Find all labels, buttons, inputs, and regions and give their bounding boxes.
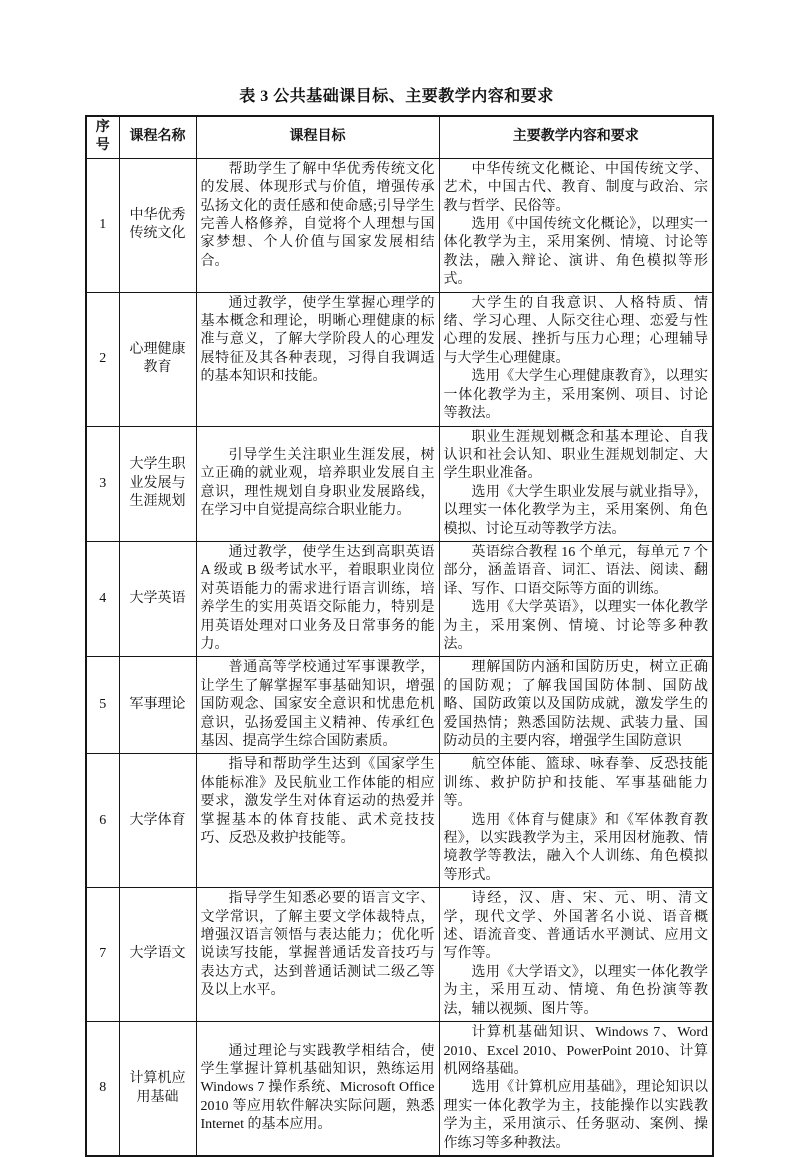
- course-name: 中华优秀传统文化: [119, 158, 196, 292]
- objective-paragraph: 指导学生知悉必要的语言文字、文学常识，了解主要文学体裁特点，增强汉语言领悟与表达能力；优化听说读写技能，掌握普通话发音技巧与表达方式，达到普通话测试二级乙等及以上水平。: [200, 891, 435, 999]
- main-content: [439, 158, 713, 292]
- header-serial-number: 序号: [86, 116, 119, 158]
- content-paragraph: 大学生的自我意识、人格特质、情绪、学习心理、人际交往心理、恋爱与性心理的发展、挫折与压力心理；心理辅导与大学生心理健康。: [443, 295, 708, 366]
- course-objective: [196, 754, 439, 888]
- objective-paragraph: 通过教学，使学生掌握心理学的基本概念和理论，明晰心理健康的标准与意义，了解大学阶段人的心理发展特征及其各种表现，习得自我调适的基本知识和技能。: [200, 295, 435, 385]
- objective-paragraph: 指导和帮助学生达到《国家学生体能标准》及民航业工作体能的相应要求，激发学生对体育运动的热爱并掌握基本的体育技能、武术竞技技巧、反恐及救护技能等。: [200, 757, 435, 847]
- table-row: [86, 888, 713, 1022]
- course-objective: [196, 1022, 439, 1156]
- content-paragraph: 选用《大学语文》，以理实一体化教学为主，采用互动、情境、角色扮演等教法，辅以视频、图片等。: [443, 964, 708, 1017]
- course-name: 心理健康教育: [119, 292, 196, 426]
- course-table: [85, 115, 714, 1157]
- table-title: 表 3 公共基础课目标、主要教学内容和要求: [239, 88, 554, 105]
- main-content: [439, 541, 713, 656]
- table-row: [86, 754, 713, 888]
- content-paragraph: 选用《大学生心理健康教育》，以理实一体化教学为主，采用案例、项目、讨论等教法。: [443, 369, 708, 422]
- serial-number: 1: [86, 158, 119, 292]
- header-course-objective: 课程目标: [196, 116, 439, 158]
- content-paragraph: 理解国防内涵和国防历史，树立正确的国防观；了解我国国防体制、国防战略、国防政策以及国防成就，激发学生的爱国热情；熟悉国防法规、武装力量、国防动员的主要内容，增强学生国防意识: [443, 660, 708, 749]
- serial-number: 5: [86, 657, 119, 754]
- main-content: [439, 426, 713, 541]
- content-paragraph: 计算机基础知识、Windows 7、Word 2010、Excel 2010、PowerPoint 2010、计算机网络基础。: [443, 1025, 708, 1077]
- serial-number: 8: [86, 1022, 119, 1156]
- main-content: [439, 754, 713, 888]
- content-paragraph: 英语综合教程 16 个单元，每单元 7 个部分，涵盖语音、词汇、语法、阅读、翻译、写作、口语交际等方面的训练。: [443, 544, 708, 597]
- content-paragraph: 选用《体育与健康》和《军体教育教程》，以实践教学为主，采用因材施教、情境教学等教法，融入个人训练、角色模拟等形式。: [443, 812, 708, 883]
- course-name: 大学英语: [119, 541, 196, 656]
- content-paragraph: 选用《计算机应用基础》，理论知识以理实一体化教学为主，技能操作以实践教学为主，采用演示、任务驱动、案例、操作练习等多种教法。: [443, 1080, 708, 1151]
- table-row: [86, 541, 713, 656]
- course-objective: [196, 426, 439, 541]
- course-objective: [196, 657, 439, 754]
- course-objective: [196, 888, 439, 1022]
- course-name: 大学语文: [119, 888, 196, 1022]
- objective-paragraph: 通过理论与实践教学相结合，使学生掌握计算机基础知识，熟练运用 Windows 7 操作系统、Microsoft Office 2010 等应用软件解决实际问题，熟悉 Internet 的基本应用。: [200, 1043, 435, 1133]
- course-name: 计算机应用基础: [119, 1022, 196, 1156]
- main-content: [439, 657, 713, 754]
- table-row: [86, 292, 713, 426]
- main-content: [439, 1022, 713, 1156]
- objective-paragraph: 帮助学生了解中华优秀传统文化的发展、体现形式与价值，增强传承弘扬文化的责任感和使命感;引导学生完善人格修养，自觉将个人理想与国家梦想、个人价值与国家发展相结合。: [200, 161, 435, 269]
- content-paragraph: 选用《大学生职业发展与就业指导》，以理实一体化教学为主，采用案例、角色模拟、讨论互动等教学方法。: [443, 484, 708, 537]
- content-paragraph: 诗经，汉、唐、宋、元、明、清文学，现代文学、外国著名小说、语音概述、语流音变、普通话水平测试、应用文写作等。: [443, 891, 708, 962]
- serial-number: 2: [86, 292, 119, 426]
- serial-number: 7: [86, 888, 119, 1022]
- course-objective: [196, 292, 439, 426]
- header-course-name: 课程名称: [119, 116, 196, 158]
- content-paragraph: 中华传统文化概论、中国传统文学、艺术，中国古代、教育、制度与政治、宗教与哲学、民俗等。: [443, 161, 708, 214]
- main-content: [439, 888, 713, 1022]
- content-paragraph: 航空体能、篮球、咏春拳、反恐技能训练、救护防护和技能、军事基础能力等。: [443, 757, 708, 810]
- serial-number: 6: [86, 754, 119, 888]
- table-row: [86, 158, 713, 292]
- header-main-content: 主要教学内容和要求: [439, 116, 713, 158]
- course-name: 军事理论: [119, 657, 196, 754]
- content-paragraph: 选用《中国传统文化概论》，以理实一体化教学为主，采用案例、情境、讨论等教法，融入辩论、演讲、角色模拟等形式。: [443, 217, 708, 288]
- header-row: [86, 116, 713, 158]
- main-content: [439, 292, 713, 426]
- table-row: [86, 657, 713, 754]
- serial-number: 3: [86, 426, 119, 541]
- content-paragraph: 选用《大学英语》，以理实一体化教学为主，采用案例、情境、讨论等多种教法。: [443, 600, 708, 652]
- table-row: [86, 426, 713, 541]
- course-name: 大学生职业发展与生涯规划: [119, 426, 196, 541]
- serial-number: 4: [86, 541, 119, 656]
- course-objective: [196, 541, 439, 656]
- objective-paragraph: 普通高等学校通过军事课教学，让学生了解掌握军事基础知识，增强国防观念、国家安全意识和忧患危机意识，弘扬爱国主义精神、传承红色基因、提高学生综合国防素质。: [200, 660, 435, 749]
- objective-paragraph: 引导学生关注职业生涯发展，树立正确的就业观，培养职业发展自主意识，理性规划自身职业发展路线，在学习中自觉提高综合职业能力。: [200, 447, 435, 519]
- objective-paragraph: 通过教学，使学生达到高职英语 A 级或 B 级考试水平，着眼职业岗位对英语能力的需求进行语言训练，培养学生的实用英语交际能力，特别是用英语处理对口业务及日常事务的能力。: [200, 544, 435, 652]
- course-objective: [196, 158, 439, 292]
- course-name: 大学体育: [119, 754, 196, 888]
- content-paragraph: 职业生涯规划概念和基本理论、自我认识和社会认知、职业生涯规划制定、大学生职业准备。: [443, 429, 708, 482]
- table-row: [86, 1022, 713, 1156]
